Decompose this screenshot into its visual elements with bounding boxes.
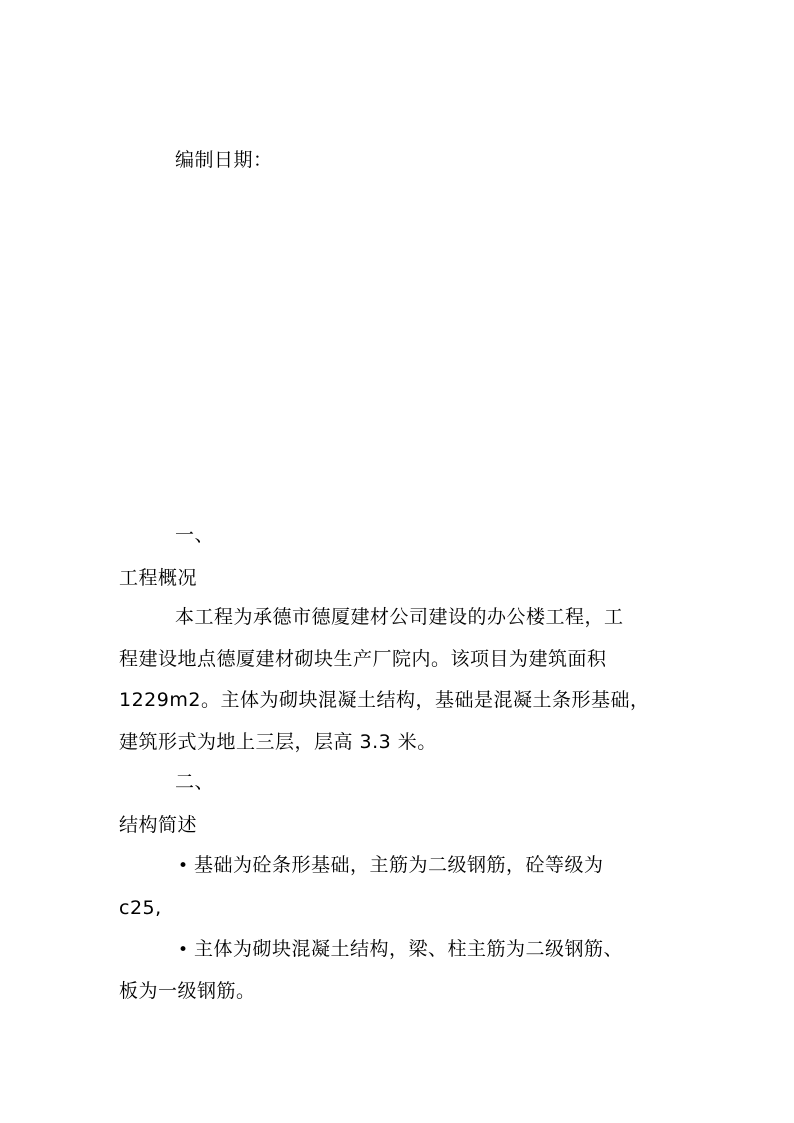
bullet-item-text: 主体为砌块混凝土结构，梁、柱主筋为二级钢筋、	[194, 938, 624, 960]
section-1-number: 一、	[175, 524, 215, 546]
bullet-item	[178, 938, 623, 961]
section-1-paragraph-line: 建筑形式为地上三层，层高 3.3 米。	[119, 731, 437, 753]
section-1-paragraph-line: 程建设地点德厦建材砌块生产厂院内。该项目为建筑面积	[119, 648, 607, 670]
bullet-item	[178, 854, 604, 877]
bullet-mark: •	[178, 940, 189, 960]
bullet-item-text: 基础为砼条形基础，主筋为二级钢筋，砼等级为	[194, 854, 604, 876]
section-2-number: 二、	[175, 771, 215, 793]
section-1-paragraph-line: 1229m2。主体为砌块混凝土结构，基础是混凝土条形基础，	[119, 689, 650, 711]
bullet-mark: •	[178, 856, 189, 876]
section-1-paragraph-line: 本工程为承德市德厦建材公司建设的办公楼工程，工	[175, 606, 624, 628]
bullet-item-continuation: c25,	[119, 897, 162, 919]
compile-date-label: 编制日期：	[175, 149, 273, 171]
bullet-item-continuation: 板为一级钢筋。	[119, 980, 256, 1002]
section-1-title: 工程概况	[119, 567, 198, 589]
section-2-title: 结构简述	[119, 814, 198, 836]
